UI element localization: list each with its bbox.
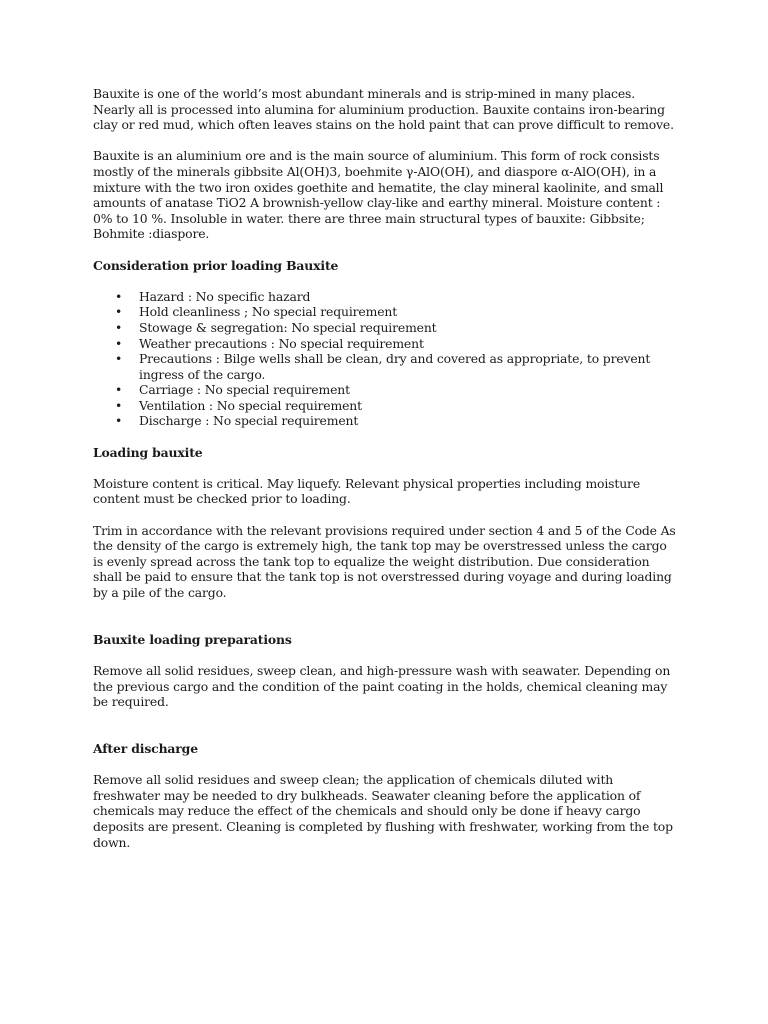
preparations-paragraph: Remove all solid residues, sweep clean, and high-pressure wash with seawater. Depending on the previous cargo and the condition of the paint coating in the holds, chemical cleaning may be required. xyxy=(93,662,671,710)
list-item-text: Carriage : No special requirement xyxy=(139,382,350,398)
list-item xyxy=(93,320,678,336)
intro-paragraph-2: Bauxite is an aluminium ore and is the main source of aluminium. This form of rock consists mostly of the minerals gibbsite Al(OH)3, boehmite γ-AlO(OH), and diaspore α-AlO(OH), in a mixture with the two iron oxides goethite and hematite, the clay mineral kaolinite, and small amounts of anatase TiO2 A brownish-yellow clay-like and earthy mineral. Moisture content : 0% to 10 %. Insoluble in water. there are three main structural types of bauxite: Gibbsite; Bohmite :diaspore. xyxy=(93,148,664,242)
list-item xyxy=(93,351,678,382)
heading-consideration: Consideration prior loading Bauxite xyxy=(93,257,339,273)
list-item-text: Hold cleanliness ; No special requirement xyxy=(139,304,398,320)
bullet-icon: • xyxy=(115,319,123,335)
intro-paragraph-1: Bauxite is one of the world’s most abundant minerals and is strip-mined in many places. Nearly all is processed into alumina for aluminium production. Bauxite contains iron-bearing clay or red mud, which often leaves stains on the hold paint that can prove difficult to remove. xyxy=(93,86,674,133)
list-item xyxy=(93,398,678,414)
list-item xyxy=(93,304,678,320)
bullet-icon: • xyxy=(115,397,123,413)
consideration-list xyxy=(93,289,678,429)
list-item-text: Precautions : Bilge wells shall be clean, dry and covered as appropriate, to prevent ingress of the cargo. xyxy=(139,351,651,382)
list-item-text: Ventilation : No special requirement xyxy=(139,397,362,413)
list-item xyxy=(93,336,678,352)
list-item-text: Hazard : No specific hazard xyxy=(139,288,311,304)
list-item-text: Weather precautions : No special requirement xyxy=(139,335,424,351)
bullet-icon: • xyxy=(115,351,123,367)
bullet-icon: • xyxy=(115,288,123,304)
after-discharge-paragraph: Remove all solid residues and sweep clean; the application of chemicals diluted with freshwater may be needed to dry bulkheads. Seawater cleaning before the application of chemicals may reduce the effect of the chemicals and should only be done if heavy cargo deposits are present. Cleaning is completed by flushing with freshwater, working from the top down. xyxy=(93,772,673,850)
list-item xyxy=(93,413,678,429)
heading-loading: Loading bauxite xyxy=(93,444,203,460)
bullet-icon: • xyxy=(115,335,123,351)
loading-paragraph-2: Trim in accordance with the relevant provisions required under section 4 and 5 of the Code As the density of the cargo is extremely high, the tank top may be overstressed unless the cargo is evenly spread across the tank top to equalize the weight distribution. Due consideration shall be paid to ensure that the tank top is not overstressed during voyage and during loading by a pile of the cargo. xyxy=(93,522,676,600)
list-item xyxy=(93,289,678,305)
heading-after-discharge: After discharge xyxy=(93,740,198,756)
heading-preparations: Bauxite loading preparations xyxy=(93,631,292,647)
list-item-text: Stowage & segregation: No special requirement xyxy=(139,319,437,335)
loading-paragraph-1: Moisture content is critical. May liquefy. Relevant physical properties including moisture content must be checked prior to loading. xyxy=(93,475,641,507)
bullet-icon: • xyxy=(115,382,123,398)
list-item-text: Discharge : No special requirement xyxy=(139,413,359,429)
bullet-icon: • xyxy=(115,304,123,320)
list-item xyxy=(93,382,678,398)
bullet-icon: • xyxy=(115,413,123,429)
